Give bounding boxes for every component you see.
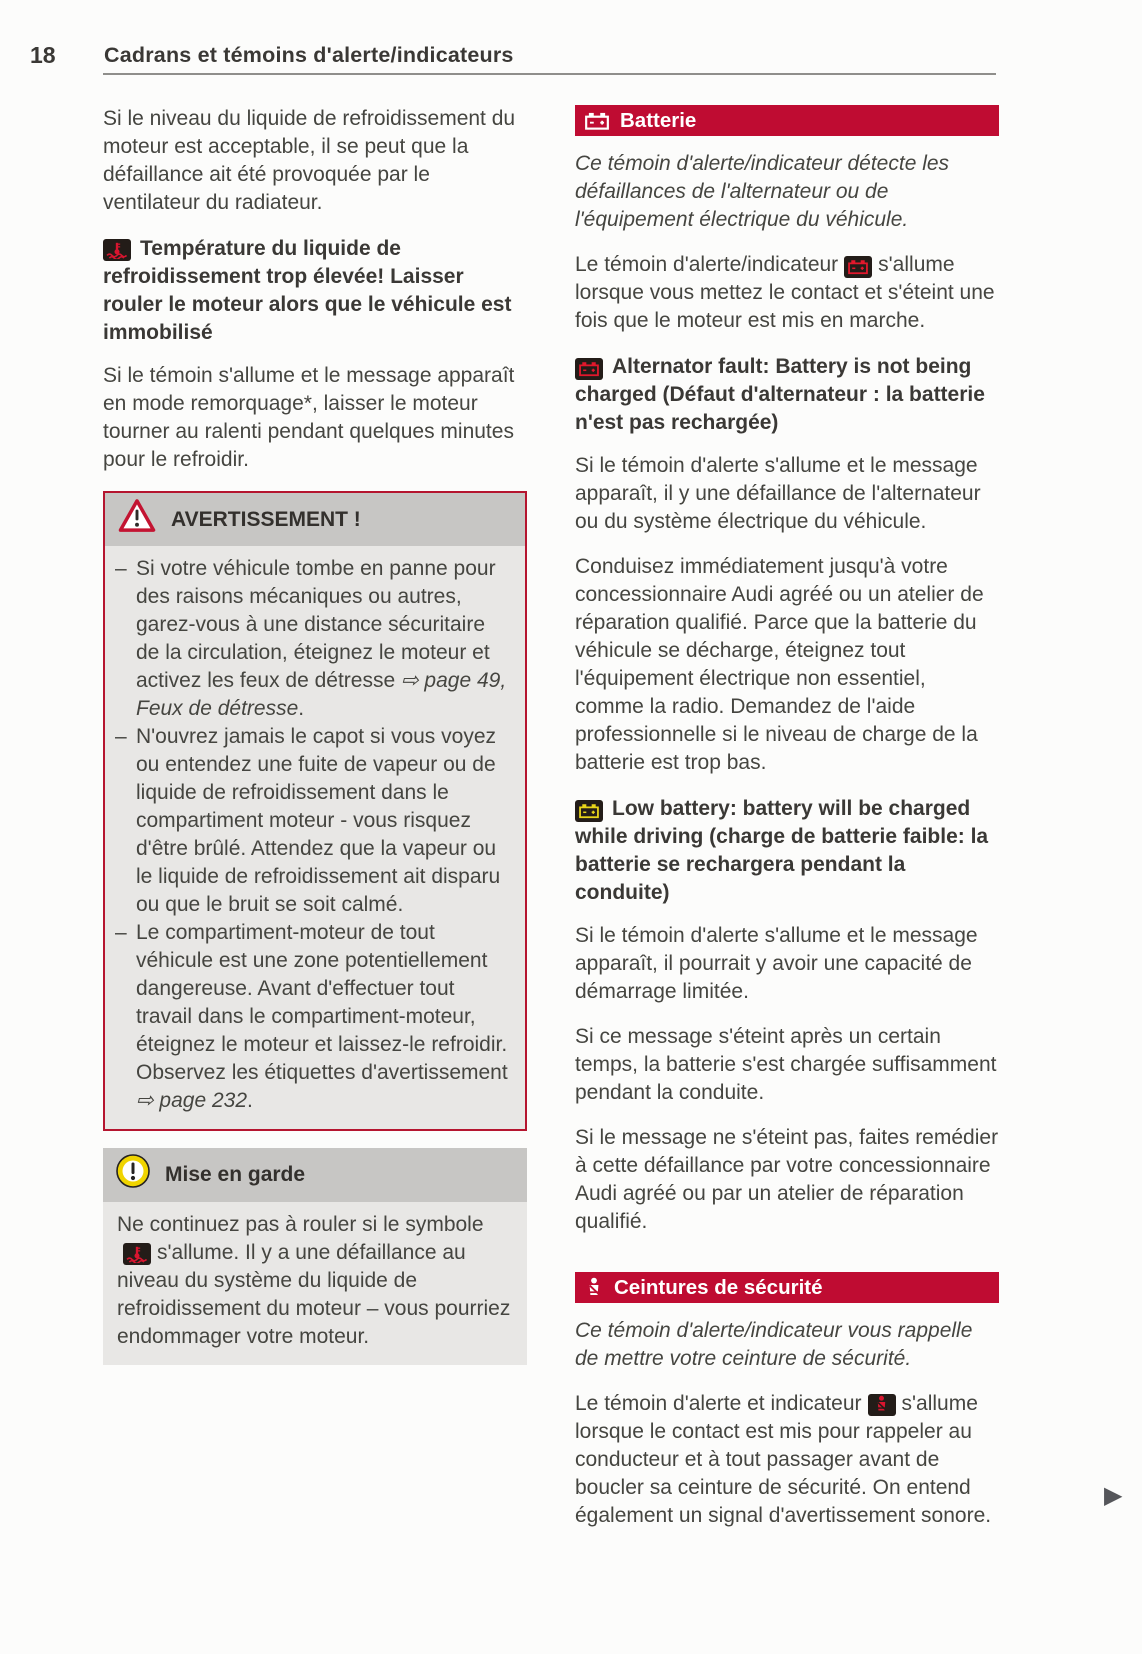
- alternator-fault-heading-label: Alternator fault: Battery is not being charged (Défaut d'alternateur : la batterie n'est pas rechargée): [575, 355, 985, 434]
- list-item-text: N'ouvrez jamais le capot si vous voyez ou entendez une fuite de vapeur ou de liquide de refroidissement dans le compartiment moteur - vous risquez d'être brûlé. Attendez que la vapeur ou le liquide de refroidissement ait disparu ou que le bruit se soit calmé.: [136, 725, 501, 916]
- list-item-text: Le compartiment-moteur de tout véhicule est une zone potentiellement dangereuse. Avant d'effectuer tout travail dans le compartiment-moteur, éteignez le moteur et laissez-le refroidir. Observez les étiquettes d'avertissement ⇨ page 232.: [136, 921, 508, 1112]
- section-title: Ceintures de sécurité: [614, 1275, 823, 1299]
- section-header-battery: [575, 105, 999, 136]
- page-reference: ⇨ page 232: [136, 1089, 248, 1112]
- warning-box: [103, 491, 527, 1131]
- coolant-temp-heading: [103, 235, 527, 347]
- coolant-temperature-warning-icon: [123, 1243, 151, 1265]
- seatbelt-indicator-paragraph: Le témoin d'alerte et indicateur s'allume lorsque le contact est mis pour rappeler au conducteur et à tout passager avant de boucler sa ceinture de sécurité. On entend également un signal d'avertissement sonore.: [575, 1392, 992, 1527]
- drive-to-dealer-paragraph: Conduisez immédiatement jusqu'à votre concessionnaire Audi agréé ou un atelier de réparation qualifié. Parce que la batterie du véhicule se décharge, éteignez tout l'équipement électrique non essentiel, comme la radio. Demandez de l'aide professionnelle si le niveau de charge de la batterie est trop bas.: [575, 555, 984, 774]
- seatbelt-intro-italic: Ce témoin d'alerte/indicateur vous rappelle de mettre votre ceinture de sécurité.: [575, 1319, 973, 1370]
- list-dash: –: [115, 725, 127, 748]
- caution-exclamation-icon: [115, 1153, 151, 1197]
- caution-box-header: [103, 1148, 527, 1202]
- caution-box-title: Mise en garde: [165, 1163, 306, 1186]
- caution-box: [103, 1148, 527, 1365]
- seatbelt-warning-icon: [868, 1394, 896, 1416]
- coolant-temperature-warning-icon: [103, 239, 131, 261]
- warning-box-header: [105, 493, 525, 546]
- title-rule: [103, 73, 996, 75]
- list-item-text: Si votre véhicule tombe en panne pour des raisons mécaniques ou autres, garez-vous à une distance sécuritaire de la circulation, éteignez le moteur et activez les feux de détresse ⇨ page 49, Feux de détresse.: [136, 557, 507, 720]
- limited-start-paragraph: Si le témoin d'alerte s'allume et le message apparaît, il pourrait y avoir une capacité de démarrage limitée.: [575, 924, 978, 1003]
- caution-box-body: Ne continuez pas à rouler si le symbole s'allume. Il y a une défaillance au niveau du système du liquide de refroidissement du moteur – vous pourriez endommager votre moteur.: [103, 1202, 527, 1365]
- message-stays-paragraph: Si le message ne s'éteint pas, faites remédier à cette défaillance par votre concessionnaire Audi agréé ou par un atelier de réparation qualifié.: [575, 1126, 999, 1233]
- battery-warning-icon: [575, 358, 603, 380]
- battery-indicator-paragraph: Le témoin d'alerte/indicateur s'allume lorsque vous mettez le contact et s'éteint une fois que le moteur est mis en marche.: [575, 253, 995, 332]
- low-battery-heading: [575, 795, 999, 907]
- battery-warning-icon: [844, 256, 872, 278]
- battery-icon: [584, 110, 610, 131]
- list-item: [115, 555, 513, 723]
- paragraph-towing-mode: Si le témoin s'allume et le message apparaît en mode remorquage*, laisser le moteur tourner au ralenti pendant quelques minutes pour le refroidir.: [103, 364, 515, 471]
- list-item: [115, 723, 513, 919]
- page-reference: ⇨ page 49, Feux de détresse: [136, 669, 507, 720]
- message-clears-paragraph: Si ce message s'éteint après un certain temps, la batterie s'est chargée suffisamment pendant la conduite.: [575, 1025, 997, 1104]
- low-battery-heading-label: Low battery: battery will be charged while driving (charge de batterie faible: la batterie se rechargera pendant la conduite): [575, 797, 989, 904]
- list-dash: –: [115, 557, 127, 580]
- warning-box-title: AVERTISSEMENT !: [171, 507, 361, 531]
- seatbelt-icon: [584, 1277, 604, 1299]
- list-dash: –: [115, 921, 127, 944]
- paragraph-coolant-ok: Si le niveau du liquide de refroidissement du moteur est acceptable, il se peut que la défaillance ait été provoquée par le ventilateur du radiateur.: [103, 107, 516, 214]
- page-title: Cadrans et témoins d'alerte/indicateurs: [104, 43, 514, 67]
- battery-low-icon: [575, 800, 603, 822]
- list-item: [115, 919, 513, 1115]
- coolant-temp-heading-label: Température du liquide de refroidissement trop élevée! Laisser rouler le moteur alors que le véhicule est immobilisé: [103, 237, 512, 344]
- battery-intro-italic: Ce témoin d'alerte/indicateur détecte les défaillances de l'alternateur ou de l'équipement électrique du véhicule.: [575, 152, 950, 231]
- page-continuation-arrow: ▶: [1104, 1482, 1123, 1509]
- page-number: 18: [30, 42, 56, 68]
- right-column: [575, 97, 999, 1547]
- section-title: Batterie: [620, 108, 697, 132]
- alternator-fault-heading: [575, 353, 999, 437]
- section-header-seatbelts: [575, 1272, 999, 1303]
- warning-box-body: [105, 546, 525, 1129]
- alternator-fault-paragraph: Si le témoin d'alerte s'allume et le message apparaît, il y une défaillance de l'alternateur ou du système électrique du véhicule.: [575, 454, 981, 533]
- warning-triangle-icon: [117, 498, 157, 541]
- left-column: [103, 97, 527, 1382]
